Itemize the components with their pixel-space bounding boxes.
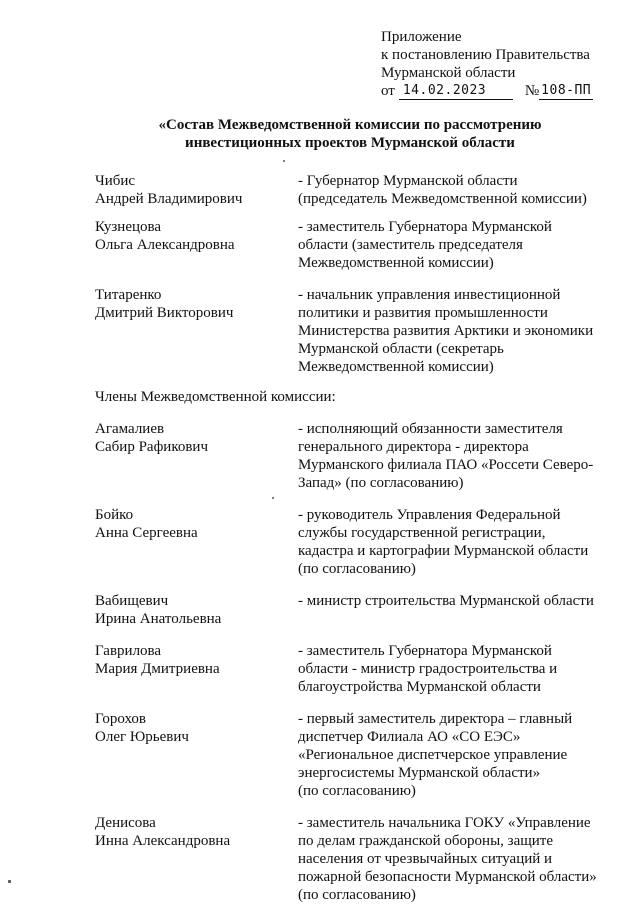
scan-speck bbox=[283, 160, 285, 162]
person-name bbox=[95, 710, 298, 800]
number-sign: № bbox=[524, 83, 540, 99]
position-line: области (заместитель председателя bbox=[298, 237, 523, 253]
person-name bbox=[95, 218, 298, 272]
person-given-name: Мария Дмитриевна bbox=[95, 661, 220, 677]
position-line: (председатель Межведомственной комиссии) bbox=[298, 191, 587, 207]
position-line: - исполняющий обязанности заместителя bbox=[298, 421, 563, 437]
person-surname: Гаврилова bbox=[95, 643, 162, 659]
position-line: - заместитель Губернатора Мурманской bbox=[298, 643, 552, 659]
person-name bbox=[95, 420, 298, 492]
position-line: «Региональное диспетчерское управление bbox=[298, 747, 568, 763]
roster-entry-member bbox=[95, 710, 605, 800]
person-given-name: Дмитрий Викторович bbox=[95, 305, 234, 321]
position-line: Запад» (по согласованию) bbox=[298, 475, 464, 491]
appendix-reference: к постановлению Правительства bbox=[381, 47, 590, 63]
person-position bbox=[298, 172, 608, 208]
person-position bbox=[298, 506, 608, 578]
decree-date: 14.02.2023 bbox=[399, 83, 513, 100]
person-given-name: Ольга Александровна bbox=[95, 237, 235, 253]
date-prefix: от bbox=[381, 83, 395, 99]
person-position bbox=[298, 286, 608, 376]
person-name bbox=[95, 642, 298, 696]
position-line: Межведомственной комиссии) bbox=[298, 255, 494, 271]
position-line: Мурманской области (секретарь bbox=[298, 341, 504, 357]
position-line: генерального директора - директора bbox=[298, 439, 529, 455]
person-name bbox=[95, 506, 298, 578]
roster-entry-chair bbox=[95, 172, 605, 208]
position-line: Мурманского филиала ПАО «Россети Северо- bbox=[298, 457, 594, 473]
appendix-label: Приложение bbox=[381, 29, 462, 45]
position-line: по делам гражданской обороны, защите bbox=[298, 833, 554, 849]
scan-speck bbox=[8, 880, 11, 883]
roster-entry-member bbox=[95, 814, 605, 904]
roster-entry-member bbox=[95, 506, 605, 578]
appendix-header bbox=[381, 28, 631, 100]
person-position bbox=[298, 420, 608, 492]
title-line-1: «Состав Межведомственной комиссии по рассмотрению bbox=[158, 117, 542, 133]
person-surname: Кузнецова bbox=[95, 219, 162, 235]
person-name bbox=[95, 172, 298, 208]
person-surname: Горохов bbox=[95, 711, 146, 727]
person-surname: Денисова bbox=[95, 815, 156, 831]
person-given-name: Анна Сергеевна bbox=[95, 525, 198, 541]
roster-entry-member bbox=[95, 420, 605, 492]
commission-roster bbox=[95, 172, 605, 904]
title-line-2: инвестиционных проектов Мурманской области bbox=[185, 135, 515, 151]
person-surname: Чибис bbox=[95, 173, 136, 189]
document-title bbox=[60, 116, 640, 152]
position-line: службы государственной регистрации, bbox=[298, 525, 546, 541]
position-line: пожарной безопасности Мурманской области» bbox=[298, 869, 597, 885]
person-given-name: Андрей Владимирович bbox=[95, 191, 243, 207]
person-position bbox=[298, 642, 608, 696]
person-given-name: Олег Юрьевич bbox=[95, 729, 189, 745]
position-line: энергосистемы Мурманской области» bbox=[298, 765, 541, 781]
person-surname: Бойко bbox=[95, 507, 134, 523]
position-line: (по согласованию) bbox=[298, 783, 416, 799]
person-given-name: Сабир Рафикович bbox=[95, 439, 208, 455]
appendix-dateline bbox=[381, 82, 631, 100]
position-line: - министр строительства Мурманской области bbox=[298, 593, 594, 609]
person-given-name: Ирина Анатольевна bbox=[95, 611, 222, 627]
person-position bbox=[298, 710, 608, 800]
person-position bbox=[298, 592, 608, 628]
person-name bbox=[95, 592, 298, 628]
position-line: населения от чрезвычайных ситуаций и bbox=[298, 851, 553, 867]
position-line: - руководитель Управления Федеральной bbox=[298, 507, 561, 523]
person-position bbox=[298, 218, 608, 272]
position-line: - Губернатор Мурманской области bbox=[298, 173, 518, 189]
position-line: диспетчер Филиала АО «СО ЕЭС» bbox=[298, 729, 521, 745]
position-line: благоустройства Мурманской области bbox=[298, 679, 541, 695]
position-line: - заместитель Губернатора Мурманской bbox=[298, 219, 552, 235]
position-line: области - министр градостроительства и bbox=[298, 661, 558, 677]
person-surname: Агамалиев bbox=[95, 421, 165, 437]
person-name bbox=[95, 286, 298, 376]
appendix-region: Мурманской области bbox=[381, 65, 516, 81]
position-line: - первый заместитель директора – главный bbox=[298, 711, 573, 727]
position-line: кадастра и картографии Мурманской области bbox=[298, 543, 589, 559]
position-line: (по согласованию) bbox=[298, 887, 416, 903]
position-line: политики и развития промышленности bbox=[298, 305, 548, 321]
roster-entry-member bbox=[95, 642, 605, 696]
position-line: Министерства развития Арктики и экономики bbox=[298, 323, 594, 339]
roster-entry-deputy-chair bbox=[95, 218, 605, 272]
person-position bbox=[298, 814, 608, 904]
person-given-name: Инна Александровна bbox=[95, 833, 231, 849]
person-name bbox=[95, 814, 298, 904]
scan-speck bbox=[272, 497, 274, 499]
position-line: - заместитель начальника ГОКУ «Управление bbox=[298, 815, 591, 831]
decree-number: 108-ПП bbox=[541, 83, 592, 98]
position-line: (по согласованию) bbox=[298, 561, 416, 577]
person-surname: Титаренко bbox=[95, 287, 162, 303]
roster-entry-secretary bbox=[95, 286, 605, 376]
members-heading: Члены Межведомственной комиссии: bbox=[95, 389, 336, 405]
person-surname: Вабищевич bbox=[95, 593, 169, 609]
position-line: Межведомственной комиссии) bbox=[298, 359, 494, 375]
position-line: - начальник управления инвестиционной bbox=[298, 287, 561, 303]
roster-entry-member bbox=[95, 592, 605, 628]
